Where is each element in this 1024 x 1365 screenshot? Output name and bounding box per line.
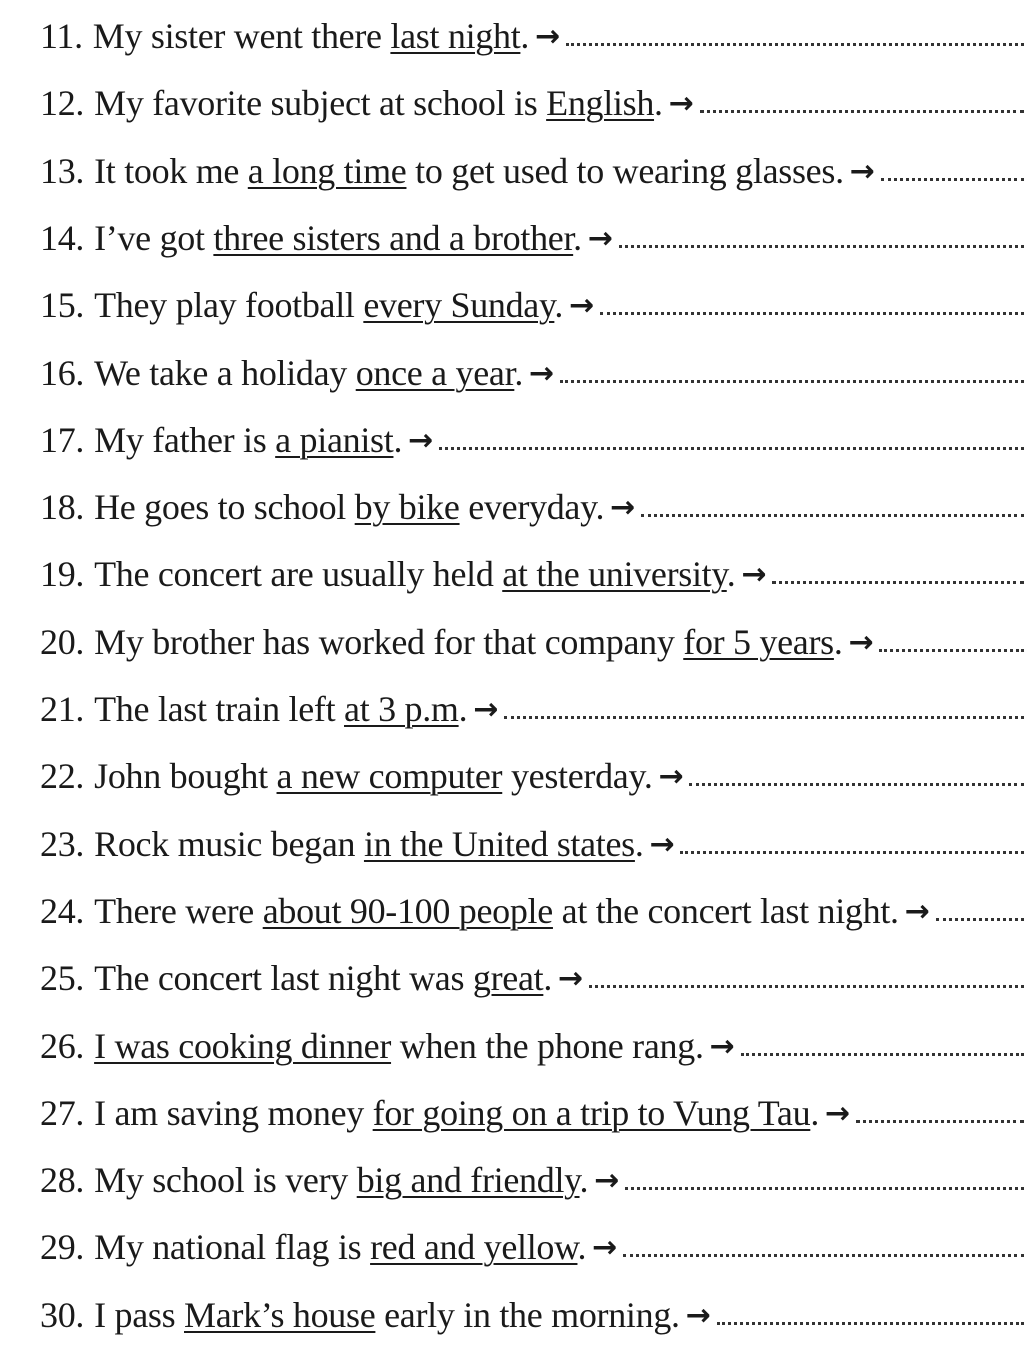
item-sentence <box>94 352 523 394</box>
underlined-phrase: English <box>546 83 655 123</box>
item-sentence <box>94 1294 680 1336</box>
item-sentence <box>94 150 844 192</box>
sentence-text: I am saving money <box>94 1093 373 1133</box>
item-sentence <box>94 755 652 797</box>
underlined-phrase: at the university <box>502 554 727 594</box>
item-number: 24. <box>40 891 85 931</box>
arrow-right-icon: → <box>408 422 433 458</box>
underlined-phrase: big and friendly <box>356 1160 580 1200</box>
sentence-text: . <box>573 218 582 258</box>
exercise-item <box>40 1225 1024 1269</box>
item-sentence <box>94 553 735 595</box>
sentence-text: My favorite subject at school is <box>94 83 547 123</box>
arrow-right-icon: → <box>904 893 930 929</box>
item-number: 17. <box>40 420 85 460</box>
answer-blank[interactable] <box>504 716 1024 719</box>
item-number: 19. <box>40 554 85 594</box>
answer-blank[interactable] <box>619 245 1024 248</box>
arrow-right-icon: → <box>558 960 583 996</box>
sentence-text: . <box>634 824 644 864</box>
item-number: 28. <box>40 1160 85 1200</box>
answer-blank[interactable] <box>881 178 1024 181</box>
sentence-text: It took me <box>94 151 248 191</box>
sentence-text: My national flag is <box>94 1227 371 1267</box>
arrow-right-icon: → <box>569 287 594 323</box>
exercise-item <box>40 1158 1024 1202</box>
sentence-text: There were <box>94 891 263 931</box>
arrow-right-icon: → <box>825 1095 850 1131</box>
underlined-phrase: for 5 years <box>683 622 834 662</box>
exercise-item <box>40 889 1024 933</box>
sentence-text: The concert are usually held <box>94 554 503 594</box>
answer-blank[interactable] <box>856 1120 1024 1123</box>
item-number: 18. <box>40 487 85 527</box>
item-number: 16. <box>40 353 85 393</box>
arrow-right-icon: → <box>649 826 675 862</box>
sentence-text: My brother has worked for that company <box>94 622 684 662</box>
sentence-text: early in the morning. <box>375 1295 680 1335</box>
sentence-text: My father is <box>94 420 276 460</box>
underlined-phrase: three sisters and a brother <box>213 218 574 258</box>
item-number: 14. <box>40 218 85 258</box>
underlined-phrase: about 90-100 people <box>262 891 553 931</box>
underlined-phrase: I was cooking dinner <box>94 1026 392 1066</box>
answer-blank[interactable] <box>566 43 1024 46</box>
sentence-text: . <box>810 1093 820 1133</box>
answer-blank[interactable] <box>623 1254 1024 1257</box>
sentence-text: Rock music began <box>94 824 364 864</box>
item-sentence <box>94 1226 586 1268</box>
arrow-right-icon: → <box>594 1162 620 1198</box>
answer-blank[interactable] <box>936 918 1024 921</box>
item-number: 22. <box>40 756 85 796</box>
exercise-item <box>40 552 1024 596</box>
underlined-phrase: great <box>472 958 544 998</box>
sentence-text: My school is very <box>94 1160 357 1200</box>
item-number: 13. <box>40 151 85 191</box>
sentence-text: . <box>458 689 468 729</box>
answer-blank[interactable] <box>589 985 1024 988</box>
item-number: 21. <box>40 689 85 729</box>
item-number: 20. <box>40 622 85 662</box>
exercise-item <box>40 1293 1024 1337</box>
exercise-item <box>40 754 1024 798</box>
item-sentence <box>94 486 604 528</box>
sentence-text: at the concert last night. <box>552 891 899 931</box>
arrow-right-icon: → <box>741 556 767 592</box>
item-number: 29. <box>40 1227 85 1267</box>
item-sentence <box>94 890 899 932</box>
exercise-item <box>40 418 1024 462</box>
underlined-phrase: once a year <box>355 353 515 393</box>
exercise-item <box>40 620 1024 664</box>
underlined-phrase: red and yellow <box>370 1227 578 1267</box>
arrow-right-icon: → <box>709 1028 735 1064</box>
item-number: 12. <box>40 83 85 123</box>
arrow-right-icon: → <box>685 1297 711 1333</box>
item-number: 30. <box>40 1295 85 1335</box>
underlined-phrase: for going on a trip to Vung Tau <box>372 1093 811 1133</box>
sentence-text: everyday. <box>459 487 605 527</box>
sentence-text: yesterday. <box>502 756 653 796</box>
exercise-item <box>40 822 1024 866</box>
item-sentence <box>94 82 663 124</box>
item-sentence <box>94 823 644 865</box>
answer-blank[interactable] <box>625 1187 1024 1190</box>
item-sentence <box>94 621 842 663</box>
sentence-text: . <box>554 285 564 325</box>
exercise-item <box>40 351 1024 395</box>
sentence-text: I pass <box>94 1295 184 1335</box>
underlined-phrase: by bike <box>354 487 460 527</box>
underlined-phrase: a long time <box>247 151 407 191</box>
item-number: 15. <box>40 285 85 325</box>
arrow-right-icon: → <box>529 355 554 391</box>
exercise-item <box>40 14 1024 58</box>
answer-blank[interactable] <box>772 581 1024 584</box>
underlined-phrase: last night <box>390 16 521 56</box>
arrow-right-icon: → <box>535 18 560 54</box>
answer-blank[interactable] <box>439 447 1024 450</box>
sentence-text: The last train left <box>94 689 345 729</box>
arrow-right-icon: → <box>587 220 613 256</box>
answer-blank[interactable] <box>600 312 1024 315</box>
exercise-item <box>40 216 1024 260</box>
sentence-text: when the phone rang. <box>391 1026 704 1066</box>
item-sentence <box>94 284 563 326</box>
exercise-item <box>40 149 1024 193</box>
sentence-text: . <box>393 420 403 460</box>
underlined-phrase: at 3 p.m <box>344 689 459 729</box>
underlined-phrase: a pianist <box>275 420 394 460</box>
exercise-item <box>40 1091 1024 1135</box>
sentence-text: . <box>577 1227 587 1267</box>
underlined-phrase: every Sunday <box>363 285 555 325</box>
item-sentence <box>94 1092 819 1134</box>
answer-blank[interactable] <box>641 514 1024 517</box>
sentence-text: They play football <box>94 285 364 325</box>
arrow-right-icon: → <box>473 691 499 727</box>
exercise-item <box>40 283 1024 327</box>
arrow-right-icon: → <box>658 758 684 794</box>
item-number: 27. <box>40 1093 85 1133</box>
answer-blank[interactable] <box>560 380 1024 383</box>
item-sentence <box>94 1159 588 1201</box>
item-sentence <box>94 419 402 461</box>
item-sentence <box>94 1025 704 1067</box>
sentence-text: The concert last night was <box>94 958 473 998</box>
sentence-text: John bought <box>94 756 277 796</box>
underlined-phrase: a new computer <box>276 756 503 796</box>
exercise-item <box>40 485 1024 529</box>
sentence-text: We take a holiday <box>94 353 356 393</box>
item-number: 26. <box>40 1026 85 1066</box>
sentence-text: My sister went there <box>92 16 391 56</box>
sentence-text: . <box>543 958 553 998</box>
item-number: 25. <box>40 958 85 998</box>
sentence-text: . <box>833 622 843 662</box>
exercise-item <box>40 687 1024 731</box>
sentence-text: . <box>520 16 530 56</box>
answer-blank[interactable] <box>680 851 1024 854</box>
item-number: 23. <box>40 824 85 864</box>
sentence-text: He goes to school <box>94 487 355 527</box>
sentence-text: to get used to wearing glasses. <box>406 151 844 191</box>
exercise-item <box>40 81 1024 125</box>
sentence-text: I’ve got <box>94 218 214 258</box>
answer-blank[interactable] <box>717 1322 1024 1325</box>
item-sentence <box>93 15 529 57</box>
answer-blank[interactable] <box>700 110 1024 113</box>
exercise-item <box>40 1024 1024 1068</box>
underlined-phrase: in the United states <box>363 824 635 864</box>
arrow-right-icon: → <box>668 85 694 121</box>
sentence-text: . <box>514 353 524 393</box>
sentence-text: . <box>579 1160 589 1200</box>
underlined-phrase: Mark’s house <box>184 1295 376 1335</box>
answer-blank[interactable] <box>689 783 1024 786</box>
item-sentence <box>94 688 467 730</box>
answer-blank[interactable] <box>879 649 1024 652</box>
arrow-right-icon: → <box>849 153 875 189</box>
answer-blank[interactable] <box>741 1053 1024 1056</box>
exercise-item <box>40 956 1024 1000</box>
item-sentence <box>94 217 582 259</box>
sentence-text: . <box>654 83 663 123</box>
arrow-right-icon: → <box>592 1229 618 1265</box>
item-number: 11. <box>40 16 83 56</box>
sentence-text: . <box>726 554 736 594</box>
arrow-right-icon: → <box>848 624 874 660</box>
item-sentence <box>94 957 552 999</box>
arrow-right-icon: → <box>610 489 635 525</box>
